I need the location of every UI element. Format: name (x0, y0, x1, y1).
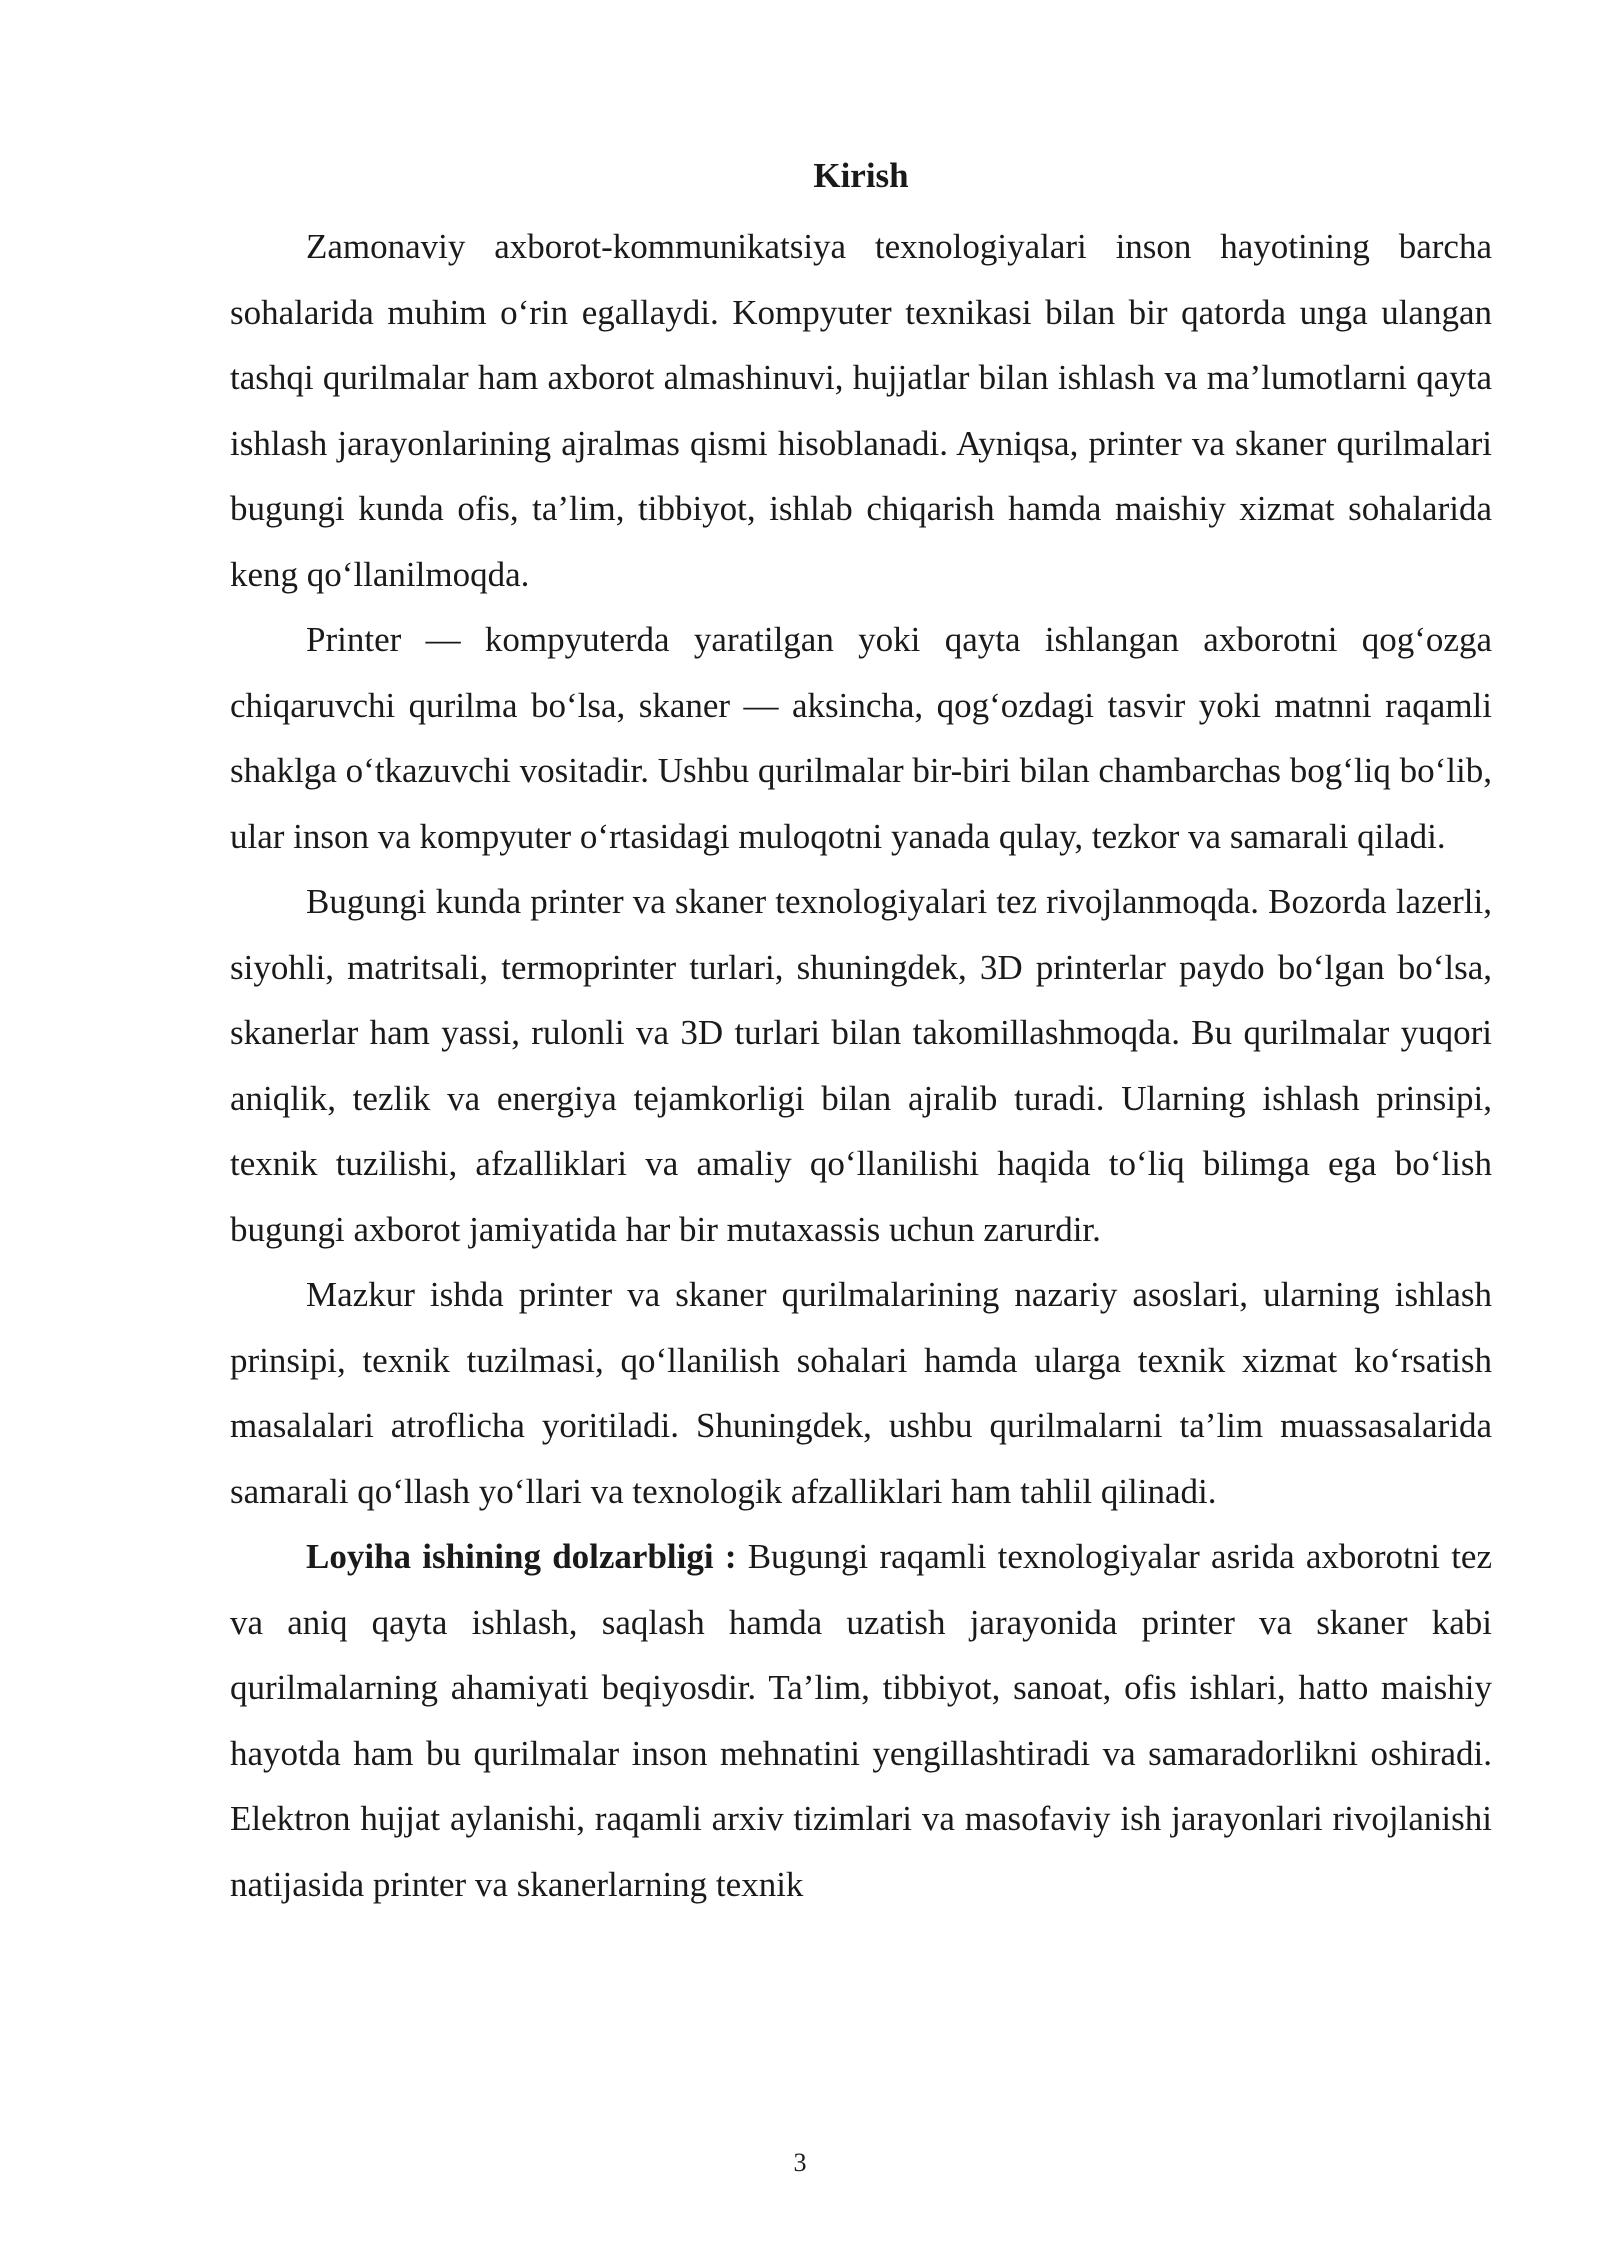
page-number: 3 (793, 2148, 807, 2177)
paragraph-intro: Zamonaviy axborot-kommunikatsiya texnologiyalari inson hayotining barcha sohalarida muhim o‘rin egallaydi. Kompyuter texnikasi bilan bir qatorda unga ulangan tashqi qurilmalar ham axborot almashinuvi, hujjatlar bilan ishlash va ma’lumotlarni qayta ishlash jarayonlarining ajralmas qismi hisoblanadi. Ayniqsa, printer va skaner qurilmalari bugungi kunda ofis, ta’lim, tibbiyot, ishlab chiqarish hamda maishiy xizmat sohalarida keng qo‘llanilmoqda. (230, 227, 1492, 594)
relevance-text: Bugungi raqamli texnologiyalar asrida axborotni tez va aniq qayta ishlash, saqlash hamda uzatish jarayonida printer va skaner kabi qurilmalarning ahamiyati beqiyosdir. Ta’lim, tibbiyot, sanoat, ofis ishlari, hatto maishiy hayotda ham bu qurilmalar inson mehnatini yengillashtiradi va samaradorlikni oshiradi. Elektron hujjat aylanishi, raqamli arxiv tizimlari va masofaviy ish jarayonlari rivojlanishi natijasida printer va skanerlarning texnik (230, 1537, 1493, 1904)
relevance-lead: Loyiha ishining dolzarbligi : (306, 1537, 737, 1576)
paragraph-relevance (230, 1524, 1492, 1917)
section-title: Kirish (813, 156, 909, 195)
paragraph-work-scope: Mazkur ishda printer va skaner qurilmalarining nazariy asoslari, ularning ishlash prinsipi, texnik tuzilmasi, qo‘llanilish sohalari hamda ularga texnik xizmat ko‘rsatish masalalari atroflicha yoritiladi. Shuningdek, ushbu qurilmalarni ta’lim muassasalarida samarali qo‘llash yo‘llari va texnologik afzalliklari ham tahlil qilinadi. (230, 1275, 1492, 1511)
document-body (230, 148, 1492, 1917)
paragraph-printer-scanner-definition: Printer — kompyuterda yaratilgan yoki qayta ishlangan axborotni qog‘ozga chiqaruvchi qurilma bo‘lsa, skaner — aksincha, qog‘ozdagi tasvir yoki matnni raqamli shaklga o‘tkazuvchi vositadir. Ushbu qurilmalar bir-biri bilan chambarchas bog‘liq bo‘lib, ular inson va kompyuter o‘rtasidagi muloqotni yanada qulay, tezkor va samarali qiladi. (230, 620, 1492, 856)
paragraph-technology-development: Bugungi kunda printer va skaner texnologiyalari tez rivojlanmoqda. Bozorda lazerli, siyohli, matritsali, termoprinter turlari, shuningdek, 3D printerlar paydo bo‘lgan bo‘lsa, skanerlar ham yassi, rulonli va 3D turlari bilan takomillashmoqda. Bu qurilmalar yuqori aniqlik, tezlik va energiya tejamkorligi bilan ajralib turadi. Ularning ishlash prinsipi, texnik tuzilishi, afzalliklari va amaliy qo‘llanilishi haqida to‘liq bilimga ega bo‘lish bugungi axborot jamiyatida har bir mutaxassis uchun zarurdir. (230, 882, 1492, 1249)
